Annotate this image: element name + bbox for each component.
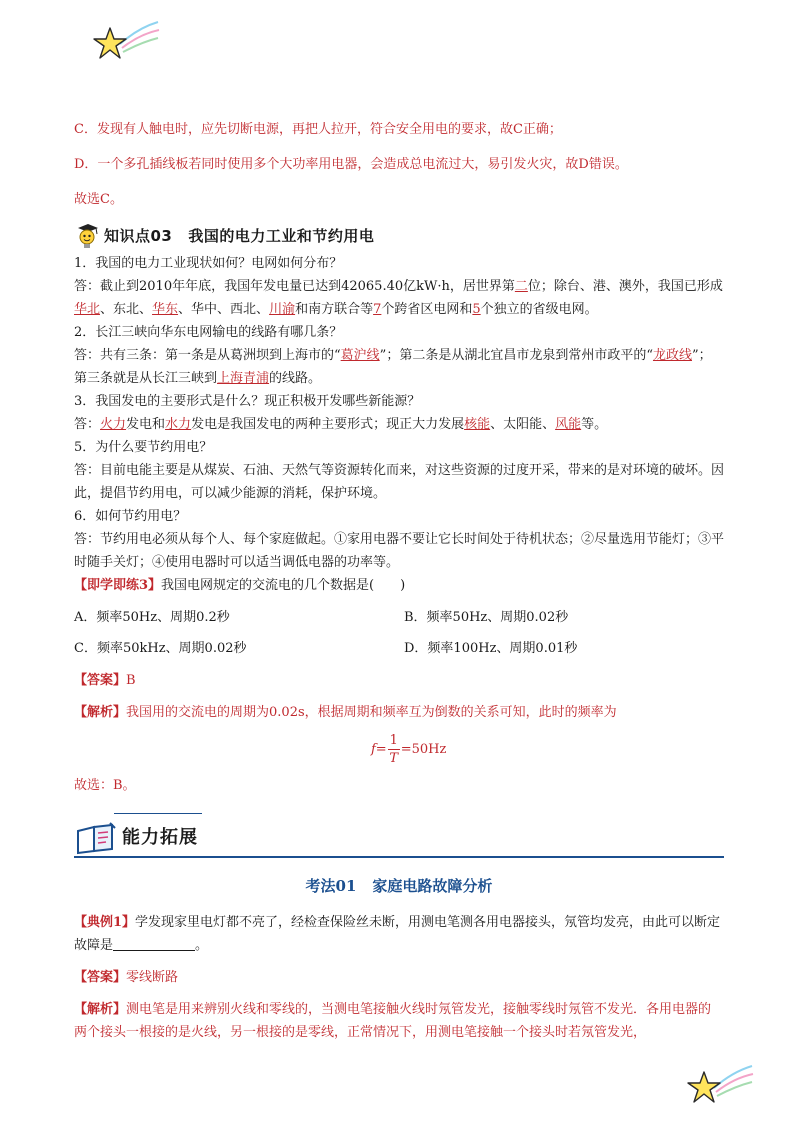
question-1: 1．我国的电力工业现状如何？电网如何分布？	[74, 256, 343, 271]
ability-heading	[74, 813, 724, 855]
question-5: 5．为什么要节约用电？	[74, 440, 213, 455]
option-a: A．频率50Hz、周期0.2秒	[74, 610, 230, 625]
knowledge-title	[104, 225, 374, 248]
practice-question: 【即学即练3】我国电网规定的交流电的几个数据是( )	[74, 578, 406, 593]
question-3: 3．我国发电的主要形式是什么？现正积极开发哪些新能源？	[74, 394, 421, 409]
practice-answer: 【答案】B	[74, 673, 136, 688]
question-2: 2．长江三峡向华东电网输电的线路有哪几条？	[74, 325, 343, 340]
formula-fraction: $\frac{1}{T}$	[389, 732, 399, 766]
prev-answer-d: D．一个多孔插线板若同时使用多个大功率用电器，会造成总电流过大，易引发火灾，故D错误。	[74, 157, 628, 172]
answer-5: 答：目前电能主要是从煤炭、石油、天然气等资源转化而来，对这些资源的过度开采，带来的是对环境的破坏。因此，提倡节约用电，可以减少能源的消耗，保护环境。	[74, 463, 725, 501]
shooting-star-icon	[684, 1058, 754, 1106]
option-c: C．频率50kHz、周期0.02秒	[74, 641, 247, 656]
answer-blank	[113, 936, 195, 951]
answer-3: 答：火力发电和水力发电是我国发电的两种主要形式；现正大力发展核能、太阳能、风能等。	[74, 417, 608, 432]
open-book-icon	[74, 821, 118, 855]
formula-rhs: =50Hz	[400, 741, 447, 757]
option-d: D．频率100Hz、周期0.01秒	[404, 641, 578, 656]
lightbulb-icon	[74, 222, 102, 250]
answer-6: 答：节约用电必须从每个人、每个家庭做起。①家用电器不要让它长时间处于待机状态；②尽量选用节能灯；③平时随手关灯；④使用电器时可以适当调低电器的功率等。	[74, 532, 725, 570]
formula-lhs: f=	[371, 741, 387, 757]
option-b: B．频率50Hz、周期0.02秒	[404, 610, 569, 625]
question-6: 6．如何节约用电？	[74, 509, 187, 524]
example-question: 【典例1】学发现家里电灯都不亮了，经检查保险丝未断，用测电笔测各用电器接头，氖管均发亮，由此可以断定故障是 。	[74, 915, 721, 953]
prev-answer-c: C．发现有人触电时，应先切断电源，再把人拉开，符合安全用电的要求，故C正确；	[74, 122, 562, 137]
practice-options	[74, 606, 724, 660]
example-tag: 【典例1】	[74, 915, 136, 930]
answer-2: 答：共有三条：第一条是从葛洲坝到上海市的“葛沪线”；第二条是从湖北宜昌市龙泉到常州市政平的“龙政线”；第三条就是从长江三峡到上海青浦的线路。	[74, 348, 712, 386]
practice-tag: 【即学即练3】	[74, 578, 162, 593]
practice-analysis: 【解析】我国用的交流电的周期为0.02s，根据周期和频率互为倒数的关系可知，此时的频率为	[74, 705, 617, 720]
knowledge-number: 知识点03	[104, 226, 173, 245]
ability-title: 能力拓展	[122, 827, 198, 848]
document-body	[74, 118, 724, 1044]
prev-answer-choose: 故选C。	[74, 192, 123, 207]
method-title: 考法01 家庭电路故障分析	[305, 877, 493, 895]
practice-choose: 故选：B。	[74, 778, 136, 793]
answer-1: 答：截止到2010年年底，我国年发电量已达到42065.40亿kW·h，居世界第二位；除台、港、澳外，我国已形成华北、东北、华东、华中、西北、川渝和南方联合等7个跨省区电网和5个独立的省级电网。	[74, 279, 723, 317]
example-answer: 【答案】零线断路	[74, 970, 179, 985]
knowledge-heading	[74, 220, 724, 252]
shooting-star-icon	[90, 14, 160, 62]
knowledge-title-text: 我国的电力工业和节约用电	[188, 226, 375, 245]
example-analysis: 【解析】测电笔是用来辨别火线和零线的，当测电笔接触火线时氖管发光，接触零线时氖管不发光．各用电器的两个接头一根接的是火线，另一根接的是零线，正常情况下，用测电笔接触一个接头时若氖管发光，	[74, 1002, 712, 1040]
frequency-formula	[371, 724, 724, 774]
